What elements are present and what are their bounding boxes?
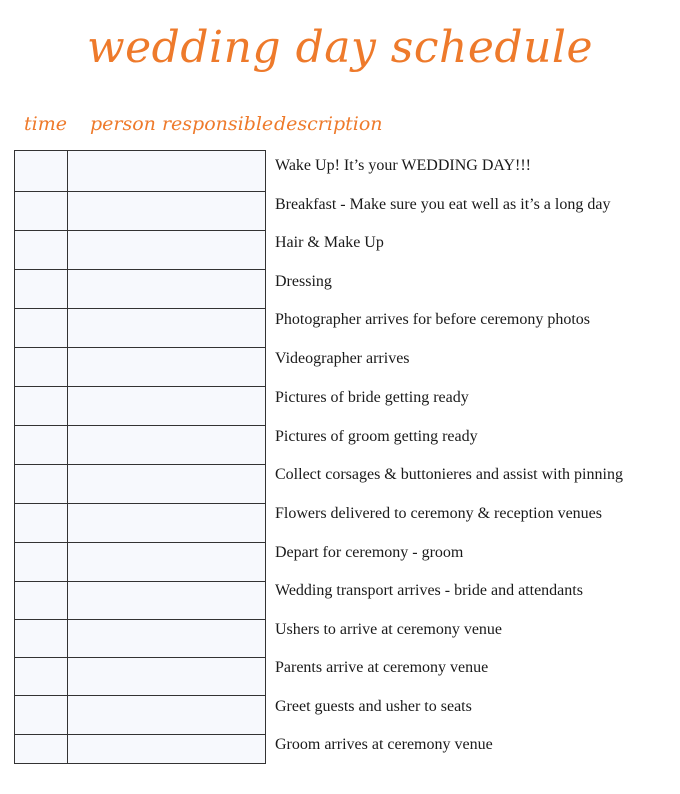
person-responsible-cell[interactable] (68, 348, 265, 386)
schedule-grid (14, 150, 266, 764)
schedule-row (15, 465, 265, 504)
time-cell[interactable] (15, 465, 68, 503)
schedule-row (15, 543, 265, 582)
time-cell[interactable] (15, 231, 68, 269)
schedule-row (15, 658, 265, 696)
time-cell[interactable] (15, 151, 68, 191)
time-cell[interactable] (15, 735, 68, 763)
time-cell[interactable] (15, 192, 68, 230)
person-responsible-cell[interactable] (68, 309, 265, 347)
time-cell[interactable] (15, 620, 68, 657)
schedule-row (15, 620, 265, 658)
description-text: Greet guests and usher to seats (275, 698, 472, 715)
description-text: Collect corsages & buttonieres and assist with pinning (275, 466, 623, 483)
schedule-row (15, 309, 265, 348)
column-header-description: description (274, 113, 383, 135)
time-cell[interactable] (15, 309, 68, 347)
person-responsible-cell[interactable] (68, 270, 265, 308)
person-responsible-cell[interactable] (68, 426, 265, 464)
description-text: Photographer arrives for before ceremony photos (275, 311, 590, 328)
description-text: Pictures of bride getting ready (275, 389, 469, 406)
description-text: Groom arrives at ceremony venue (275, 736, 493, 753)
person-responsible-cell[interactable] (68, 543, 265, 581)
person-responsible-cell[interactable] (68, 192, 265, 230)
time-cell[interactable] (15, 696, 68, 734)
description-text: Hair & Make Up (275, 234, 384, 251)
time-cell[interactable] (15, 426, 68, 464)
person-responsible-cell[interactable] (68, 696, 265, 734)
person-responsible-cell[interactable] (68, 231, 265, 269)
person-responsible-cell[interactable] (68, 387, 265, 425)
column-header-time: time (24, 113, 67, 135)
person-responsible-cell[interactable] (68, 582, 265, 619)
description-text: Videographer arrives (275, 350, 410, 367)
person-responsible-cell[interactable] (68, 735, 265, 763)
time-cell[interactable] (15, 270, 68, 308)
time-cell[interactable] (15, 504, 68, 542)
time-cell[interactable] (15, 582, 68, 619)
schedule-row (15, 348, 265, 387)
schedule-row (15, 231, 265, 270)
description-text: Wake Up! It’s your WEDDING DAY!!! (275, 157, 531, 174)
schedule-row (15, 735, 265, 763)
person-responsible-cell[interactable] (68, 620, 265, 657)
description-text: Flowers delivered to ceremony & reception venues (275, 505, 602, 522)
schedule-row (15, 426, 265, 465)
schedule-row (15, 504, 265, 543)
schedule-row (15, 696, 265, 735)
description-text: Dressing (275, 273, 332, 290)
column-header-person-responsible: person responsible (90, 113, 274, 135)
schedule-row (15, 192, 265, 231)
person-responsible-cell[interactable] (68, 504, 265, 542)
description-text: Breakfast - Make sure you eat well as it’s a long day (275, 196, 611, 213)
time-cell[interactable] (15, 348, 68, 386)
time-cell[interactable] (15, 658, 68, 695)
person-responsible-cell[interactable] (68, 151, 265, 191)
person-responsible-cell[interactable] (68, 658, 265, 695)
page-title: wedding day schedule (86, 22, 594, 73)
schedule-row (15, 387, 265, 426)
description-text: Wedding transport arrives - bride and attendants (275, 582, 583, 599)
description-text: Pictures of groom getting ready (275, 428, 478, 445)
time-cell[interactable] (15, 387, 68, 425)
person-responsible-cell[interactable] (68, 465, 265, 503)
description-text: Depart for ceremony - groom (275, 544, 464, 561)
schedule-row (15, 270, 265, 309)
schedule-row (15, 151, 265, 192)
description-text: Ushers to arrive at ceremony venue (275, 621, 503, 638)
description-text: Parents arrive at ceremony venue (275, 659, 489, 676)
time-cell[interactable] (15, 543, 68, 581)
schedule-row (15, 582, 265, 620)
